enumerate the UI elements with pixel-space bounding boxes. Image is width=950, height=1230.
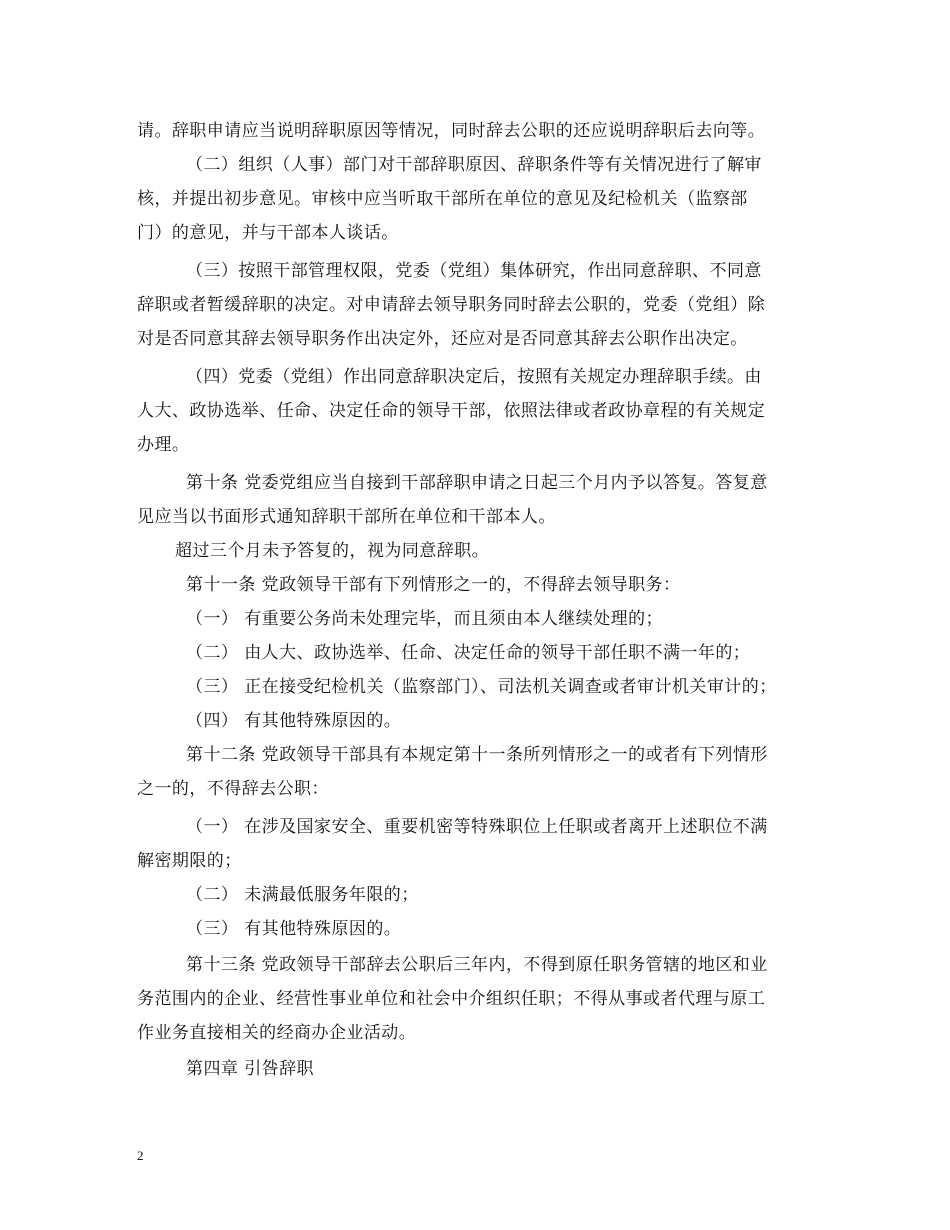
list-item: （三） 正在接受纪检机关（监察部门）、司法机关调查或者审计机关审计的； (186, 677, 777, 697)
body-text-line: （四）党委（党组）作出同意辞职决定后，按照有关规定办理辞职手续。由 (186, 367, 762, 387)
body-text-line: 请。辞职申请应当说明辞职原因等情况，同时辞去公职的还应说明辞职后去向等。 (137, 121, 766, 141)
list-item: （一） 有重要公务尚未处理完毕，而且须由本人继续处理的； (186, 609, 664, 629)
article-12-heading: 第十二条 党政领导干部具有本规定第十一条所列情形之一的或者有下列情形 (186, 745, 768, 765)
article-11-heading: 第十一条 党政领导干部有下列情形之一的，不得辞去领导职务： (186, 575, 681, 595)
body-text-line: 对是否同意其辞去领导职务作出决定外，还应对是否同意其辞去公职作出决定。 (137, 329, 748, 349)
list-item: （二） 未满最低服务年限的； (186, 885, 419, 905)
page-number: 2 (137, 1148, 144, 1163)
list-item: （四） 有其他特殊原因的。 (186, 711, 402, 731)
chapter-4-heading: 第四章 引咎辞职 (186, 1059, 315, 1079)
list-item: （一） 在涉及国家安全、重要机密等特殊职位上任职或者离开上述职位不满 (186, 817, 768, 837)
body-text-line: 办理。 (137, 435, 190, 455)
body-text-line: 见应当以书面形式通知辞职干部所在单位和干部本人。 (137, 507, 556, 527)
body-text-line: 之一的，不得辞去公职： (137, 779, 329, 799)
article-10-heading: 第十条 党委党组应当自接到干部辞职申请之日起三个月内予以答复。答复意 (186, 473, 768, 493)
body-text-line: （二）组织（人事）部门对干部辞职原因、辞职条件等有关情况进行了解审 (186, 155, 762, 175)
body-text-line: 作业务直接相关的经商办企业活动。 (137, 1023, 417, 1043)
body-text-line: （三）按照干部管理权限，党委（党组）集体研究，作出同意辞职、不同意 (186, 261, 762, 281)
body-text-line: 解密期限的； (137, 851, 242, 871)
body-text-line: 辞职或者暂缓辞职的决定。对申请辞去领导职务同时辞去公职的，党委（党组）除 (137, 295, 766, 315)
body-text-line: 人大、政协选举、任命、决定任命的领导干部，依照法律或者政协章程的有关规定 (137, 401, 766, 421)
body-text-line: 务范围内的企业、经营性事业单位和社会中介组织任职；不得从事或者代理与原工 (137, 989, 766, 1009)
list-item: （二） 由人大、政协选举、任命、决定任命的领导干部任职不满一年的； (186, 643, 751, 663)
body-text-line: 门）的意见，并与干部本人谈话。 (137, 223, 399, 243)
article-13-heading: 第十三条 党政领导干部辞去公职后三年内，不得到原任职务管辖的地区和业 (186, 955, 768, 975)
body-text-line: 超过三个月未予答复的，视为同意辞职。 (175, 541, 490, 561)
body-text-line: 核，并提出初步意见。审核中应当听取干部所在单位的意见及纪检机关（监察部 (137, 189, 748, 209)
list-item: （三） 有其他特殊原因的。 (186, 919, 402, 939)
